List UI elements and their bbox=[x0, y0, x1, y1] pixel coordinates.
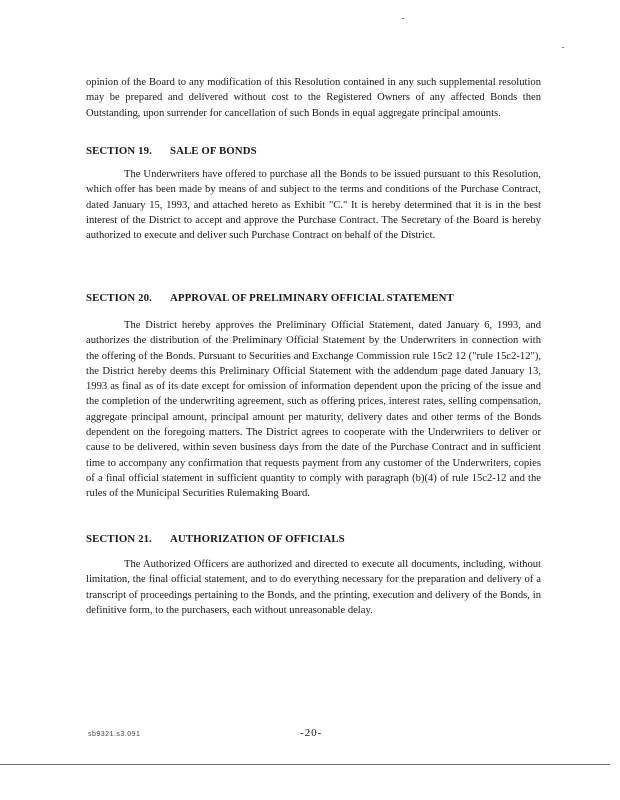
page-number: -20- bbox=[300, 727, 323, 739]
section-title: SALE OF BONDS bbox=[170, 145, 257, 157]
section-title: AUTHORIZATION OF OFFICIALS bbox=[170, 533, 345, 545]
scan-speck bbox=[402, 18, 404, 19]
section-21-heading bbox=[86, 533, 345, 545]
scan-speck bbox=[562, 47, 564, 48]
section-20-paragraph: The District hereby approves the Preliminary Official Statement, dated January 6, 1993, and authorizes the distribution of the Preliminary Official Statement by the Underwriters in connection with the offering of the Bonds. Pursuant to Securities and Exchange Commission rule 15c2 12 ("rule 15c2-12"), the District hereby deems this Preliminary Official Statement with the addendum page dated January 13, 1993 as final as of its date except for omission of information dependent upon the pricing of the issue and the completion of the underwriting agreement, such as offering prices, interest rates, selling compensation, aggregate principal amount, principal amount per maturity, delivery dates and other terms of the Bonds dependent on the foregoing matters. The District agrees to cooperate with the Underwriters to deliver or cause to be delivered, within seven business days from the date of the Purchase Contract and in sufficient time to accompany any confirmation that requests payment from any customer of the Underwriters, copies of a final official statement in sufficient quantity to comply with paragraph (b)(4) of rule 15c2-12 and the rules of the Municipal Securities Rulemaking Board. bbox=[86, 320, 541, 500]
section-21-paragraph: The Authorized Officers are authorized and directed to execute all documents, including, without limitation, the final official statement, and to do everything necessary for the preparation and delivery of a transcript of proceedings pertaining to the Bonds, and the printing, execution and delivery of the Bonds, in definitive form, to the purchasers, each without unreasonable delay. bbox=[86, 559, 541, 616]
section-number: SECTION 20. bbox=[86, 292, 152, 304]
section-number: SECTION 21. bbox=[86, 533, 152, 545]
section-number: SECTION 19. bbox=[86, 145, 152, 157]
section-title: APPROVAL OF PRELIMINARY OFFICIAL STATEMENT bbox=[170, 292, 454, 304]
bottom-rule bbox=[0, 764, 610, 765]
section-20-heading bbox=[86, 292, 454, 304]
section-19-heading bbox=[86, 145, 257, 157]
document-footer-id: sb9321.s3.091 bbox=[88, 731, 141, 738]
section-19-paragraph: The Underwriters have offered to purchase all the Bonds to be issued pursuant to this Resolution, which offer has been made by means of and subject to the terms and conditions of the Purchase Contract, dated January 15, 1993, and attached hereto as Exhibit "C." It is hereby determined that it is in the best interest of the District to accept and approve the Purchase Contract. The Secretary of the Board is hereby authorized to execute and deliver such Purchase Contract on behalf of the District. bbox=[86, 169, 541, 242]
intro-paragraph: opinion of the Board to any modification of this Resolution contained in any such supplemental resolution may be prepared and delivered without cost to the Registered Owners of any affected Bonds then Outstanding, upon surrender for cancellation of such Bonds in equal aggregate principal amounts. bbox=[86, 77, 541, 119]
